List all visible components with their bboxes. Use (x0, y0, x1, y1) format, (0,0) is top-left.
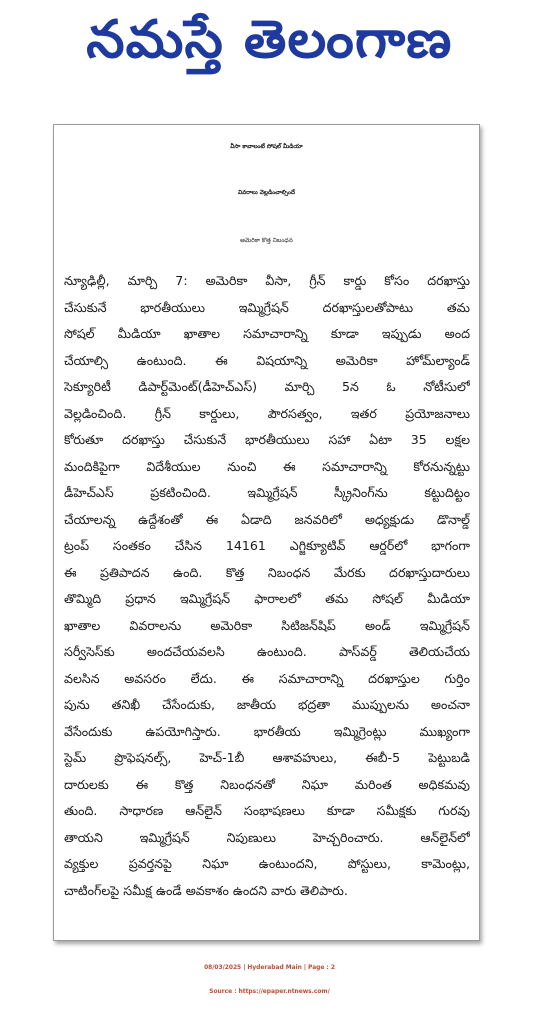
headline-line-2: వివరాలు వెల్లడించాల్సిందే (237, 190, 296, 196)
article-text-line: వెల్లడించింది. గ్రీన్ కార్డులు, పౌరసత్వం, ఇతర ప్రయోజనాలు (64, 405, 470, 421)
article-text-line: తాయని ఇమ్మిగ్రేషన్ నిపుణులు హెచ్చరించారు. ఆన్‌లైన్‌లో (64, 829, 470, 845)
article-text-line: సెక్యూరిటీ డిపార్ట్‌మెంట్(డీహెచ్‌ఎస్) మార్చి 5న ఓ నోటీసులో (64, 379, 470, 394)
footer-source: Source : https://epaper.ntnews.com/ (209, 989, 330, 995)
article-text-line: సోషల్ మీడియా ఖాతాల సమాచారాన్ని కూడా ఇప్పుడు అంద (64, 326, 470, 341)
article-text-line: కోరుతూ దరఖాస్తు చేసుకునే భారతీయులు సహా ఏటా 35 లక్షల (64, 432, 470, 447)
masthead (0, 0, 539, 80)
article-text-line: దారులకు ఈ కొత్త నిబంధనతో నిఘా మరింత అధికమవు (64, 776, 470, 792)
article-text-line: న్యూఢిల్లీ, మార్చి 7: అమెరికా వీసా, గ్రీన్ కార్డు కోసం దరఖాస్తు (64, 273, 470, 288)
article-text-line: పును తనిఖీ చేసేందుకు, జాతీయ భద్రతా ముప్పులను అంచనా (64, 697, 470, 712)
article-clipping (53, 124, 480, 941)
article-text-line: చేయాలన్న ఉద్దేశంతో ఈ ఏడాది జనవరిలో అధ్యక్షుడు డొనాల్డ్ (64, 511, 470, 527)
article-text-line: వేసేందుకు ఉపయోగిస్తారు. భారతీయ ఇమ్మిగ్రెంట్లు ముఖ్యంగా (64, 723, 470, 739)
article-text-line: డీహెచ్‌ఎస్ ప్రకటించింది. ఇమ్మిగ్రేషన్ స్క్రీనింగ్‌ను కట్టుదిట్టం (64, 485, 470, 500)
article-text-line: మందికిపైగా విదేశీయుల నుంచి ఈ సమాచారాన్ని కోరనున్నట్టు (64, 458, 470, 474)
subheadline: అమెరికా కొత్త నిబంధన (240, 237, 293, 244)
article-text-line: ఖాతాల వివరాలను అమెరికా సిటిజన్‌షిప్ అండ్ ఇమ్మిగ్రేషన్ (64, 617, 470, 633)
article-text-line: వ్యక్తుల ప్రవర్తనపై నిఘా ఉంటుందని, పోస్టులు, కామెంట్లు, (64, 856, 470, 871)
article-text-line: వలసిన అవసరం లేదు. ఈ సమాచారాన్ని దరఖాస్తుల గుర్తిం (64, 670, 470, 686)
article-body (64, 268, 470, 904)
article-text-line: తుంది. సాధారణ ఆన్‌లైన్ సంభాషణలు కూడా సమీక్షకు గురవు (64, 803, 470, 818)
article-text-line: ఈ ప్రతిపాదన ఉంది. కొత్త నిబంధన మేరకు దరఖాస్తుదారులు (64, 564, 470, 580)
article-text-line: చాటింగ్‌లపై సమీక్ష ఉండే అవకాశం ఉందని వారు తెలిపారు. (64, 882, 348, 898)
article-text-line: చేయాల్సి ఉంటుంది. ఈ విషయాన్ని అమెరికా హోమ్‌ల్యాండ్ (64, 352, 470, 368)
headline-line-1: వీసా కావాలంటే సోషల్ మీడియా (230, 144, 303, 150)
footer-date-edition: 08/03/2025 | Hyderabad Main | Page : 2 (204, 965, 335, 971)
newspaper-logo-title: నమస్తే తెలంగాణ (86, 10, 453, 70)
article-text-line: తొమ్మిది ప్రధాన ఇమ్మిగ్రేషన్ ఫారాలలో తమ సోషల్ మీడియా (64, 591, 470, 606)
article-text-line: సర్వీసెస్‌కు అందచేయవలసి ఉంటుంది. పాస్‌వర్డ్ తెలియచేయ (64, 644, 470, 659)
article-text-line: స్టెమ్ ప్రొఫెషనల్స్, హెచ్-1బీ ఆశావహులు, ఈబీ-5 పెట్టుబడి (64, 750, 470, 765)
article-text-line: చేసుకునే భారతీయులు ఇమ్మిగ్రేషన్ దరఖాస్తులతోపాటు తమ (64, 299, 470, 315)
article-text-line: ట్రంప్ సంతకం చేసిన 14161 ఎగ్జిక్యూటివ్ ఆర్డర్‌లో భాగంగా (64, 538, 470, 553)
